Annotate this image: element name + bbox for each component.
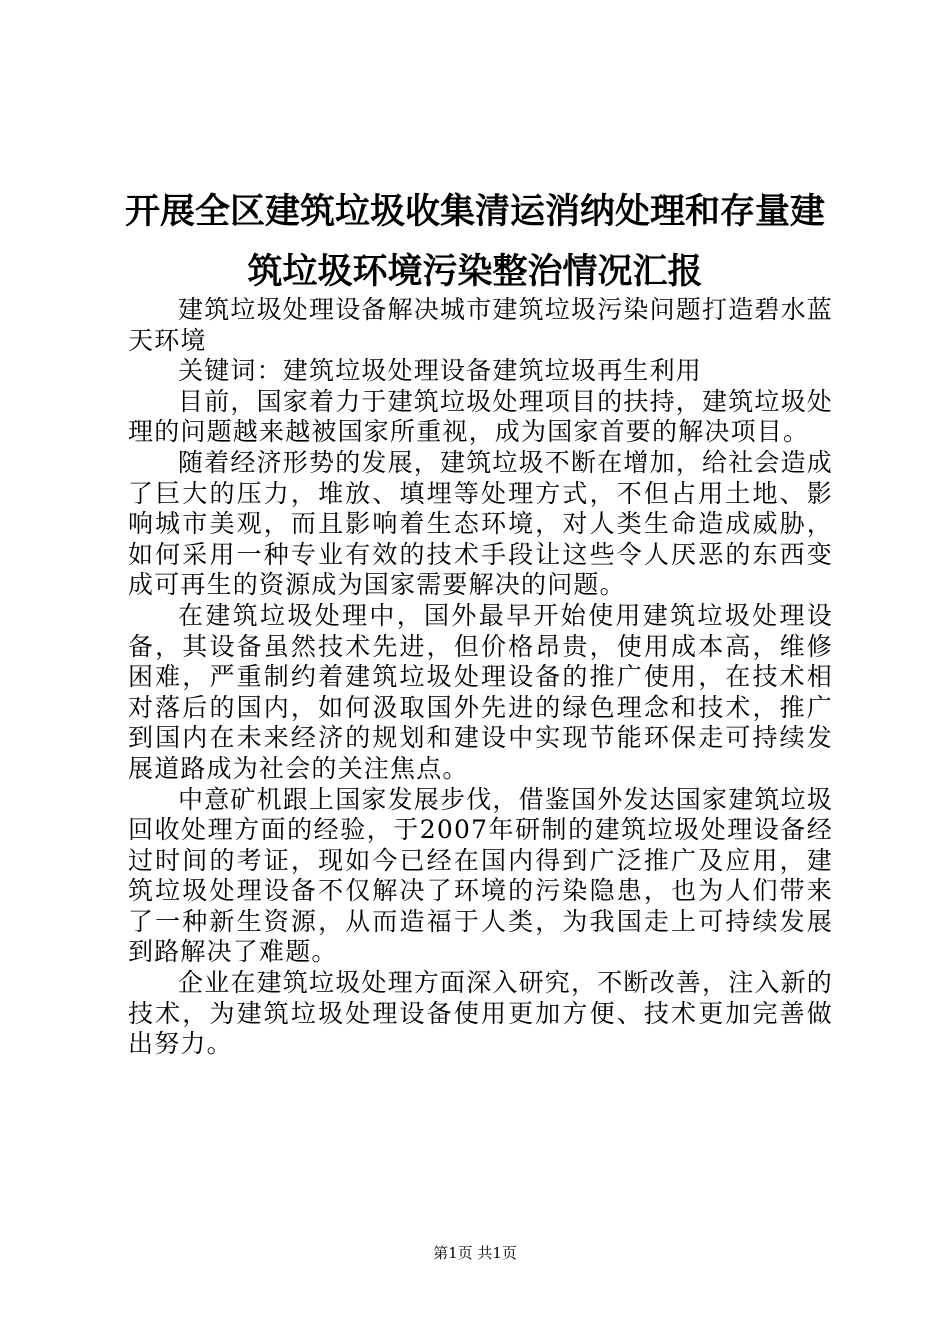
title-line-1: 开展全区建筑垃圾收集清运消纳处理和存量建 (124, 192, 825, 232)
body-paragraph: 企业在建筑垃圾处理方面深入研究，不断改善，注入新的技术，为建筑垃圾处理设备使用更加方便、技术更加完善做出努力。 (128, 968, 834, 1059)
document-body (128, 295, 833, 1060)
body-paragraph: 目前，国家着力于建筑垃圾处理项目的扶持，建筑垃圾处理的问题越来越被国家所重视，成为国家首要的解决项目。 (128, 386, 834, 447)
page-footer: 第1页 共1页 (433, 1244, 517, 1262)
document-title (100, 182, 850, 302)
keywords-paragraph: 关键词：建筑垃圾处理设备建筑垃圾再生利用 (178, 356, 703, 386)
title-line-2: 筑垃圾环境污染整治情况汇报 (247, 252, 703, 292)
subtitle-paragraph: 建筑垃圾处理设备解决城市建筑垃圾污染问题打造碧水蓝天环境 (128, 295, 834, 355)
body-paragraph: 在建筑垃圾处理中，国外最早开始使用建筑垃圾处理设备，其设备虽然技术先进，但价格昂贵，使用成本高，维修困难，严重制约着建筑垃圾处理设备的推广使用，在技术相对落后的国内，如何汲取国外先进的绿色理念和技术，推广到国内在未来经济的规划和建设中实现节能环保走可持续发展道路成为社会的关注焦点。 (128, 600, 833, 783)
body-paragraph: 中意矿机跟上国家发展步伐，借鉴国外发达国家建筑垃圾回收处理方面的经验，于2007年研制的建筑垃圾处理设备经过时间的考证，现如今已经在国内得到广泛推广及应用，建筑垃圾处理设备不仅解决了环境的污染隐患，也为人们带来了一种新生资源，从而造福于人类，为我国走上可持续发展到路解决了难题。 (128, 784, 834, 967)
body-paragraph: 随着经济形势的发展，建筑垃圾不断在增加，给社会造成了巨大的压力，堆放、填埋等处理方式，不但占用土地、影响城市美观，而且影响着生态环境，对人类生命造成威胁，如何采用一种专业有效的技术手段让这些令人厌恶的东西变成可再生的资源成为国家需要解决的问题。 (128, 447, 834, 600)
